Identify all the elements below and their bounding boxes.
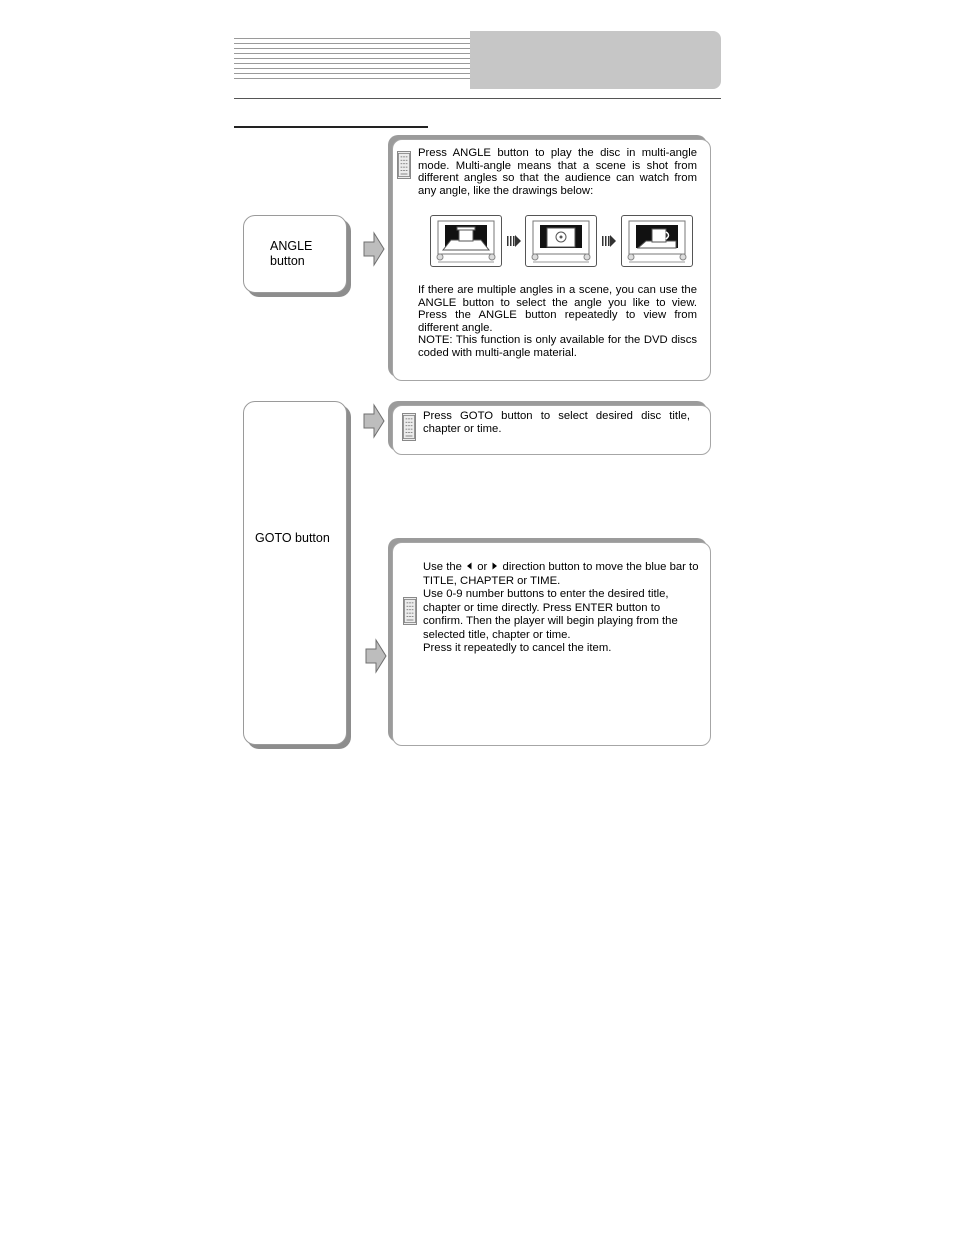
- angle-description: Press ANGLE button to play the disc in multi-angle mode. Multi-angle means that a scene is shot from different angles so that the audience can watch from any angle, like the drawings below:: [418, 147, 697, 197]
- sequence-arrow-icon: [602, 234, 616, 248]
- goto-label-box: [243, 401, 347, 745]
- text-or: or: [477, 561, 488, 573]
- goto-instruction-number: Use 0-9 number buttons to enter the desired title, chapter or time directly. Press ENTER button to confirm. Then the player will begin playing from the selected title, chapter or time.: [423, 588, 678, 641]
- right-arrow-icon: [365, 638, 387, 674]
- remote-control-icon: [402, 413, 416, 441]
- remote-control-icon: [403, 597, 417, 625]
- header-rule: [234, 98, 721, 99]
- right-arrow-icon: [363, 231, 385, 267]
- goto-instructions: [423, 561, 699, 656]
- remote-control-icon: [397, 151, 411, 179]
- left-triangle-icon: [466, 562, 473, 570]
- angle-label: ANGLE button: [270, 239, 313, 268]
- header-tab: [470, 31, 721, 89]
- goto-instruction-direction: [423, 561, 699, 588]
- angle-usage: [418, 284, 697, 360]
- sequence-arrow-icon: [507, 234, 521, 248]
- angle-usage-text: If there are multiple angles in a scene, you can use the ANGLE button to select the angle you like to view. Press the ANGLE button repeatedly to view from different angle.: [418, 284, 697, 334]
- goto-description: Press GOTO button to select desired disc title, chapter or time.: [423, 410, 690, 435]
- angle-view-3: [621, 215, 693, 267]
- angle-view-2: [525, 215, 597, 267]
- goto-instruction-cancel: Press it repeatedly to cancel the item.: [423, 642, 612, 654]
- right-arrow-icon: [363, 403, 385, 439]
- right-triangle-icon: [491, 562, 498, 570]
- header-lines: [234, 38, 474, 80]
- angle-view-1: [430, 215, 502, 267]
- text-direction: direction button to move the blue bar to TITLE, CHAPTER or TIME.: [423, 561, 699, 587]
- angle-note: NOTE: This function is only available for the DVD discs coded with multi-angle material.: [418, 334, 697, 359]
- angle-label-box: [243, 215, 347, 293]
- text-use-the: Use the: [423, 561, 462, 573]
- goto-label: GOTO button: [255, 531, 330, 545]
- section-title-underline: [234, 126, 428, 128]
